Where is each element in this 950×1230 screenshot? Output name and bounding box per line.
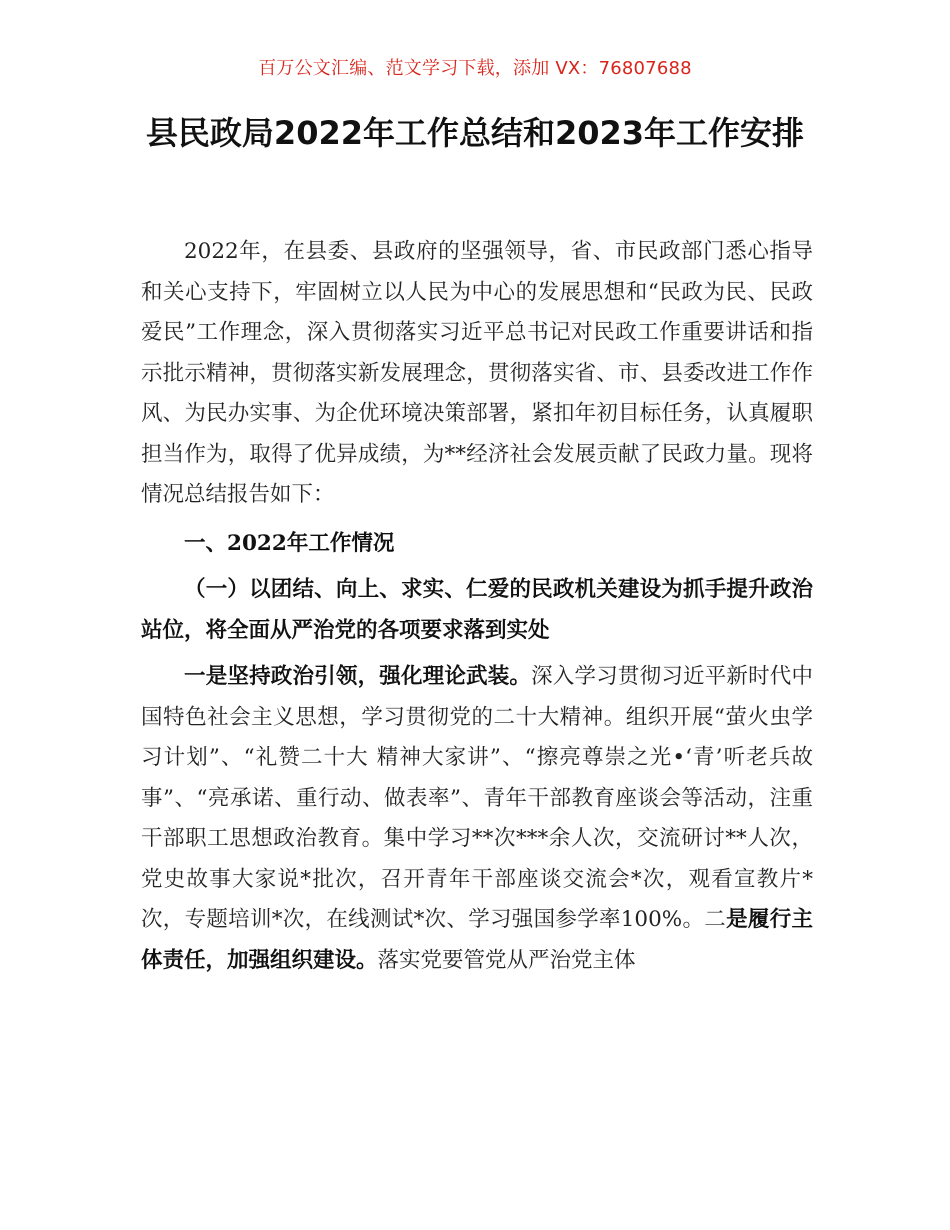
point-paragraph-1	[141, 657, 813, 981]
subsection-heading-1: （一）以团结、向上、求实、仁爱的民政机关建设为抓手提升政治站位，将全面从严治党的各项要求落到实处	[141, 577, 813, 643]
point-2-lead: 是履行主体责任，加强组织建设。	[141, 907, 813, 973]
section-heading-1-text: 一、2022年工作情况	[184, 530, 395, 556]
point-1-text: 深入学习贯彻习近平新时代中国特色社会主义思想，学习贯彻党的二十大精神。组织开展“萤火虫学习计划”、“礼赞二十大 精神大家讲”、“擦亮尊崇之光•‘青’听老兵故事”、“亮承诺、重行动、做表率”、青年干部教育座谈会等活动，注重干部职工思想政治教育。集中学习**次***余人次，交流研讨**人次，党史故事大家说*批次，召开青年干部座谈交流会*次，观看宣教片*次，专题培训*次，在线测试*次、学习强国参学率100%。二	[141, 664, 813, 932]
document-title: 县民政局2022年工作总结和2023年工作安排	[145, 114, 805, 152]
document-body	[141, 232, 813, 981]
point-1-lead: 一是坚持政治引领，强化理论武装。	[184, 664, 532, 689]
point-2-text: 落实党要管党从严治党主体	[377, 947, 636, 973]
section-heading-1	[141, 524, 813, 565]
download-notice: 百万公文汇编、范文学习下载，添加 VX：76807688	[258, 58, 692, 79]
intro-paragraph: 2022年，在县委、县政府的坚强领导，省、市民政部门悉心指导和关心支持下，牢固树立以人民为中心的发展思想和“民政为民、民政爱民”工作理念，深入贯彻落实习近平总书记对民政工作重要讲话和指示批示精神，贯彻落实新发展理念，贯彻落实省、市、县委改进工作作风、为民办实事、为企优环境决策部署，紧扣年初目标任务，认真履职担当作为，取得了优异成绩，为**经济社会发展贡献了民政力量。现将情况总结报告如下：	[141, 239, 813, 507]
